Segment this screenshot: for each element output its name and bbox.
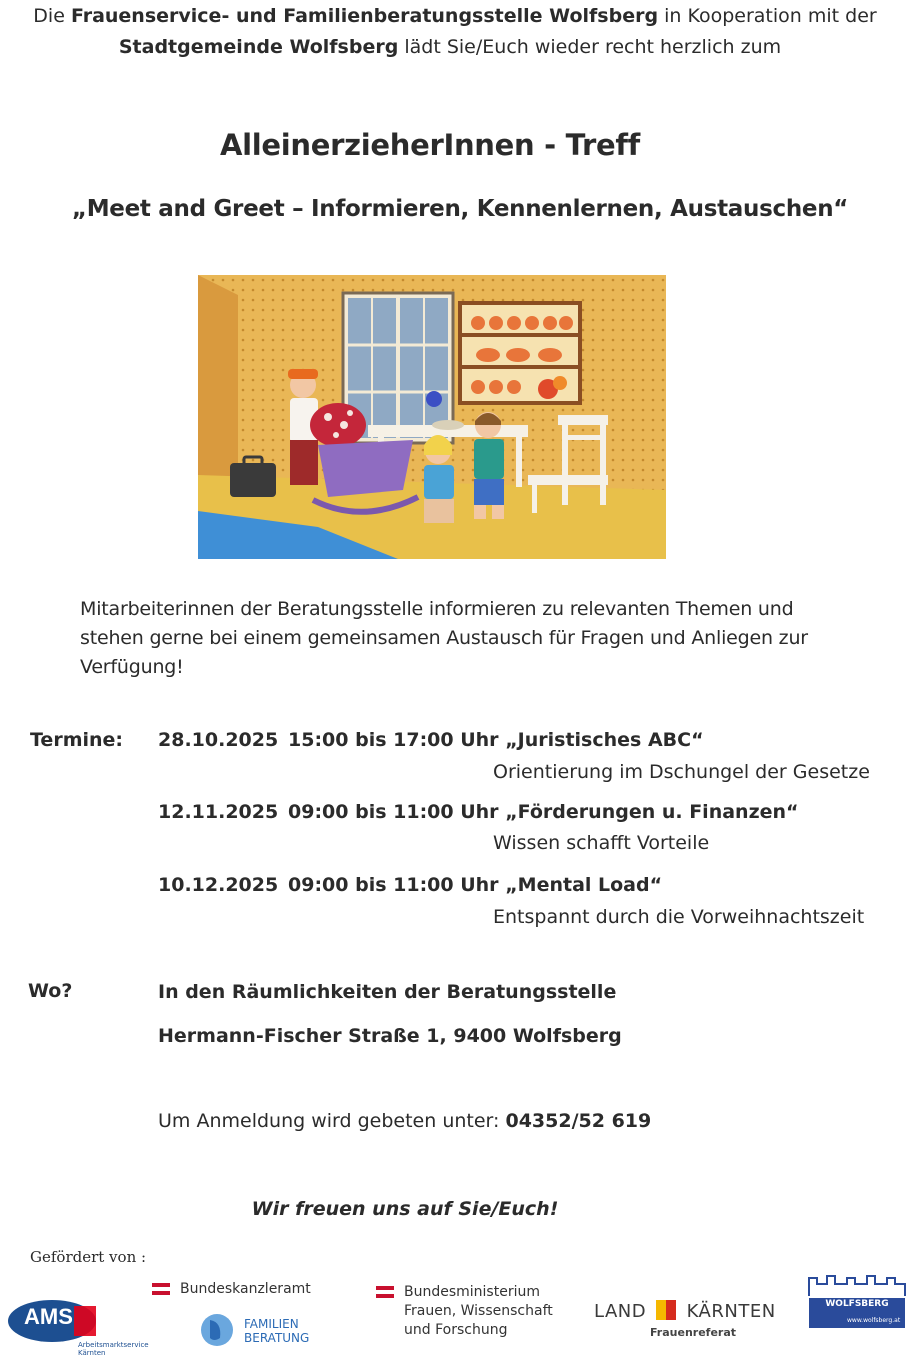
frauenreferat-text: Frauenreferat <box>650 1326 737 1339</box>
ams-subtext-line: Arbeitsmarktservice <box>78 1341 149 1349</box>
bka-text: Bundeskanzleramt <box>180 1281 311 1297</box>
location-label: Wo? <box>28 980 73 1002</box>
termine-label: Termine: <box>30 729 124 751</box>
intro-partner: Stadtgemeinde Wolfsberg <box>118 36 399 58</box>
familienberatung-line: FAMILIEN <box>244 1317 299 1331</box>
termin-topic: „Förderungen u. Finanzen“ <box>505 801 799 823</box>
land-kaernten-logo <box>594 1300 776 1322</box>
austria-flag-icon <box>376 1286 394 1298</box>
termin-date: 28.10.2025 <box>158 729 279 751</box>
description <box>80 595 880 682</box>
familienberatung-icon <box>200 1312 234 1348</box>
registration <box>158 1110 651 1132</box>
intro-line-1 <box>0 0 910 32</box>
dollhouse-scene-image <box>198 275 666 559</box>
description-line: Mitarbeiterinnen der Beratungsstelle informieren zu relevanten Themen und <box>80 598 794 620</box>
familienberatung-text <box>244 1317 309 1345</box>
termin-date: 12.11.2025 <box>158 801 279 823</box>
ministry-line: und Forschung <box>404 1322 508 1338</box>
event-subtitle: „Meet and Greet – Informieren, Kennenlernen, Austauschen“ <box>71 196 849 222</box>
location-line: In den Räumlichkeiten der Beratungsstelle <box>158 981 617 1003</box>
austria-flag-icon <box>152 1283 170 1295</box>
location-address: Hermann-Fischer Straße 1, 9400 Wolfsberg <box>158 1025 622 1047</box>
termin-time-topic <box>288 801 799 823</box>
wolfsberg-url: www.wolfsberg.at <box>847 1317 901 1324</box>
kaernten-coat-icon <box>656 1300 676 1320</box>
termin-subtitle: Wissen schafft Vorteile <box>493 832 710 854</box>
termin-time: 15:00 bis 17:00 Uhr <box>288 729 499 751</box>
ministry-line: Bundesministerium <box>404 1284 540 1300</box>
description-line: stehen gerne bei einem gemeinsamen Austausch für Fragen und Anliegen zur <box>80 627 808 649</box>
wolfsberg-name: WOLFSBERG <box>825 1299 889 1309</box>
closing-text: Wir freuen uns auf Sie/Euch! <box>251 1198 559 1220</box>
ams-logo-text: AMS <box>24 1304 73 1329</box>
intro-text: Die <box>33 5 71 27</box>
intro-line-2 <box>0 31 900 63</box>
event-title: AlleinerzieherInnen - Treff <box>220 128 640 162</box>
termin-subtitle: Entspannt durch die Vorweihnachtszeit <box>493 906 865 928</box>
termin-topic: „Juristisches ABC“ <box>505 729 704 751</box>
intro-text: lädt Sie/Euch wieder recht herzlich zum <box>398 36 782 58</box>
event-photo <box>198 275 666 559</box>
kaernten-text: KÄRNTEN <box>686 1301 776 1322</box>
ams-subtext <box>78 1341 149 1357</box>
registration-phone[interactable]: 04352/52 619 <box>505 1110 652 1132</box>
ministry-line: Frauen, Wissenschaft <box>404 1303 553 1319</box>
intro-text: in Kooperation mit der <box>658 5 877 27</box>
land-text: LAND <box>594 1301 647 1322</box>
termin-date: 10.12.2025 <box>158 874 279 896</box>
funding-label: Gefördert von : <box>30 1248 147 1266</box>
termin-subtitle: Orientierung im Dschungel der Gesetze <box>493 761 870 783</box>
ministry-logo <box>376 1283 553 1340</box>
termin-time-topic <box>288 874 662 896</box>
description-line: Verfügung! <box>80 656 184 678</box>
termin-time: 09:00 bis 11:00 Uhr <box>288 801 499 823</box>
termin-time-topic <box>288 729 704 751</box>
ams-subtext-line: Kärnten <box>78 1349 106 1357</box>
intro-organisation: Frauenservice- und Familienberatungsstelle Wolfsberg <box>70 5 659 27</box>
familienberatung-line: BERATUNG <box>244 1331 310 1345</box>
registration-text: Um Anmeldung wird gebeten unter: <box>158 1110 506 1132</box>
termin-topic: „Mental Load“ <box>505 874 663 896</box>
bka-logo <box>152 1280 311 1299</box>
termin-time: 09:00 bis 11:00 Uhr <box>288 874 499 896</box>
wolfsberg-logo <box>807 1274 907 1330</box>
